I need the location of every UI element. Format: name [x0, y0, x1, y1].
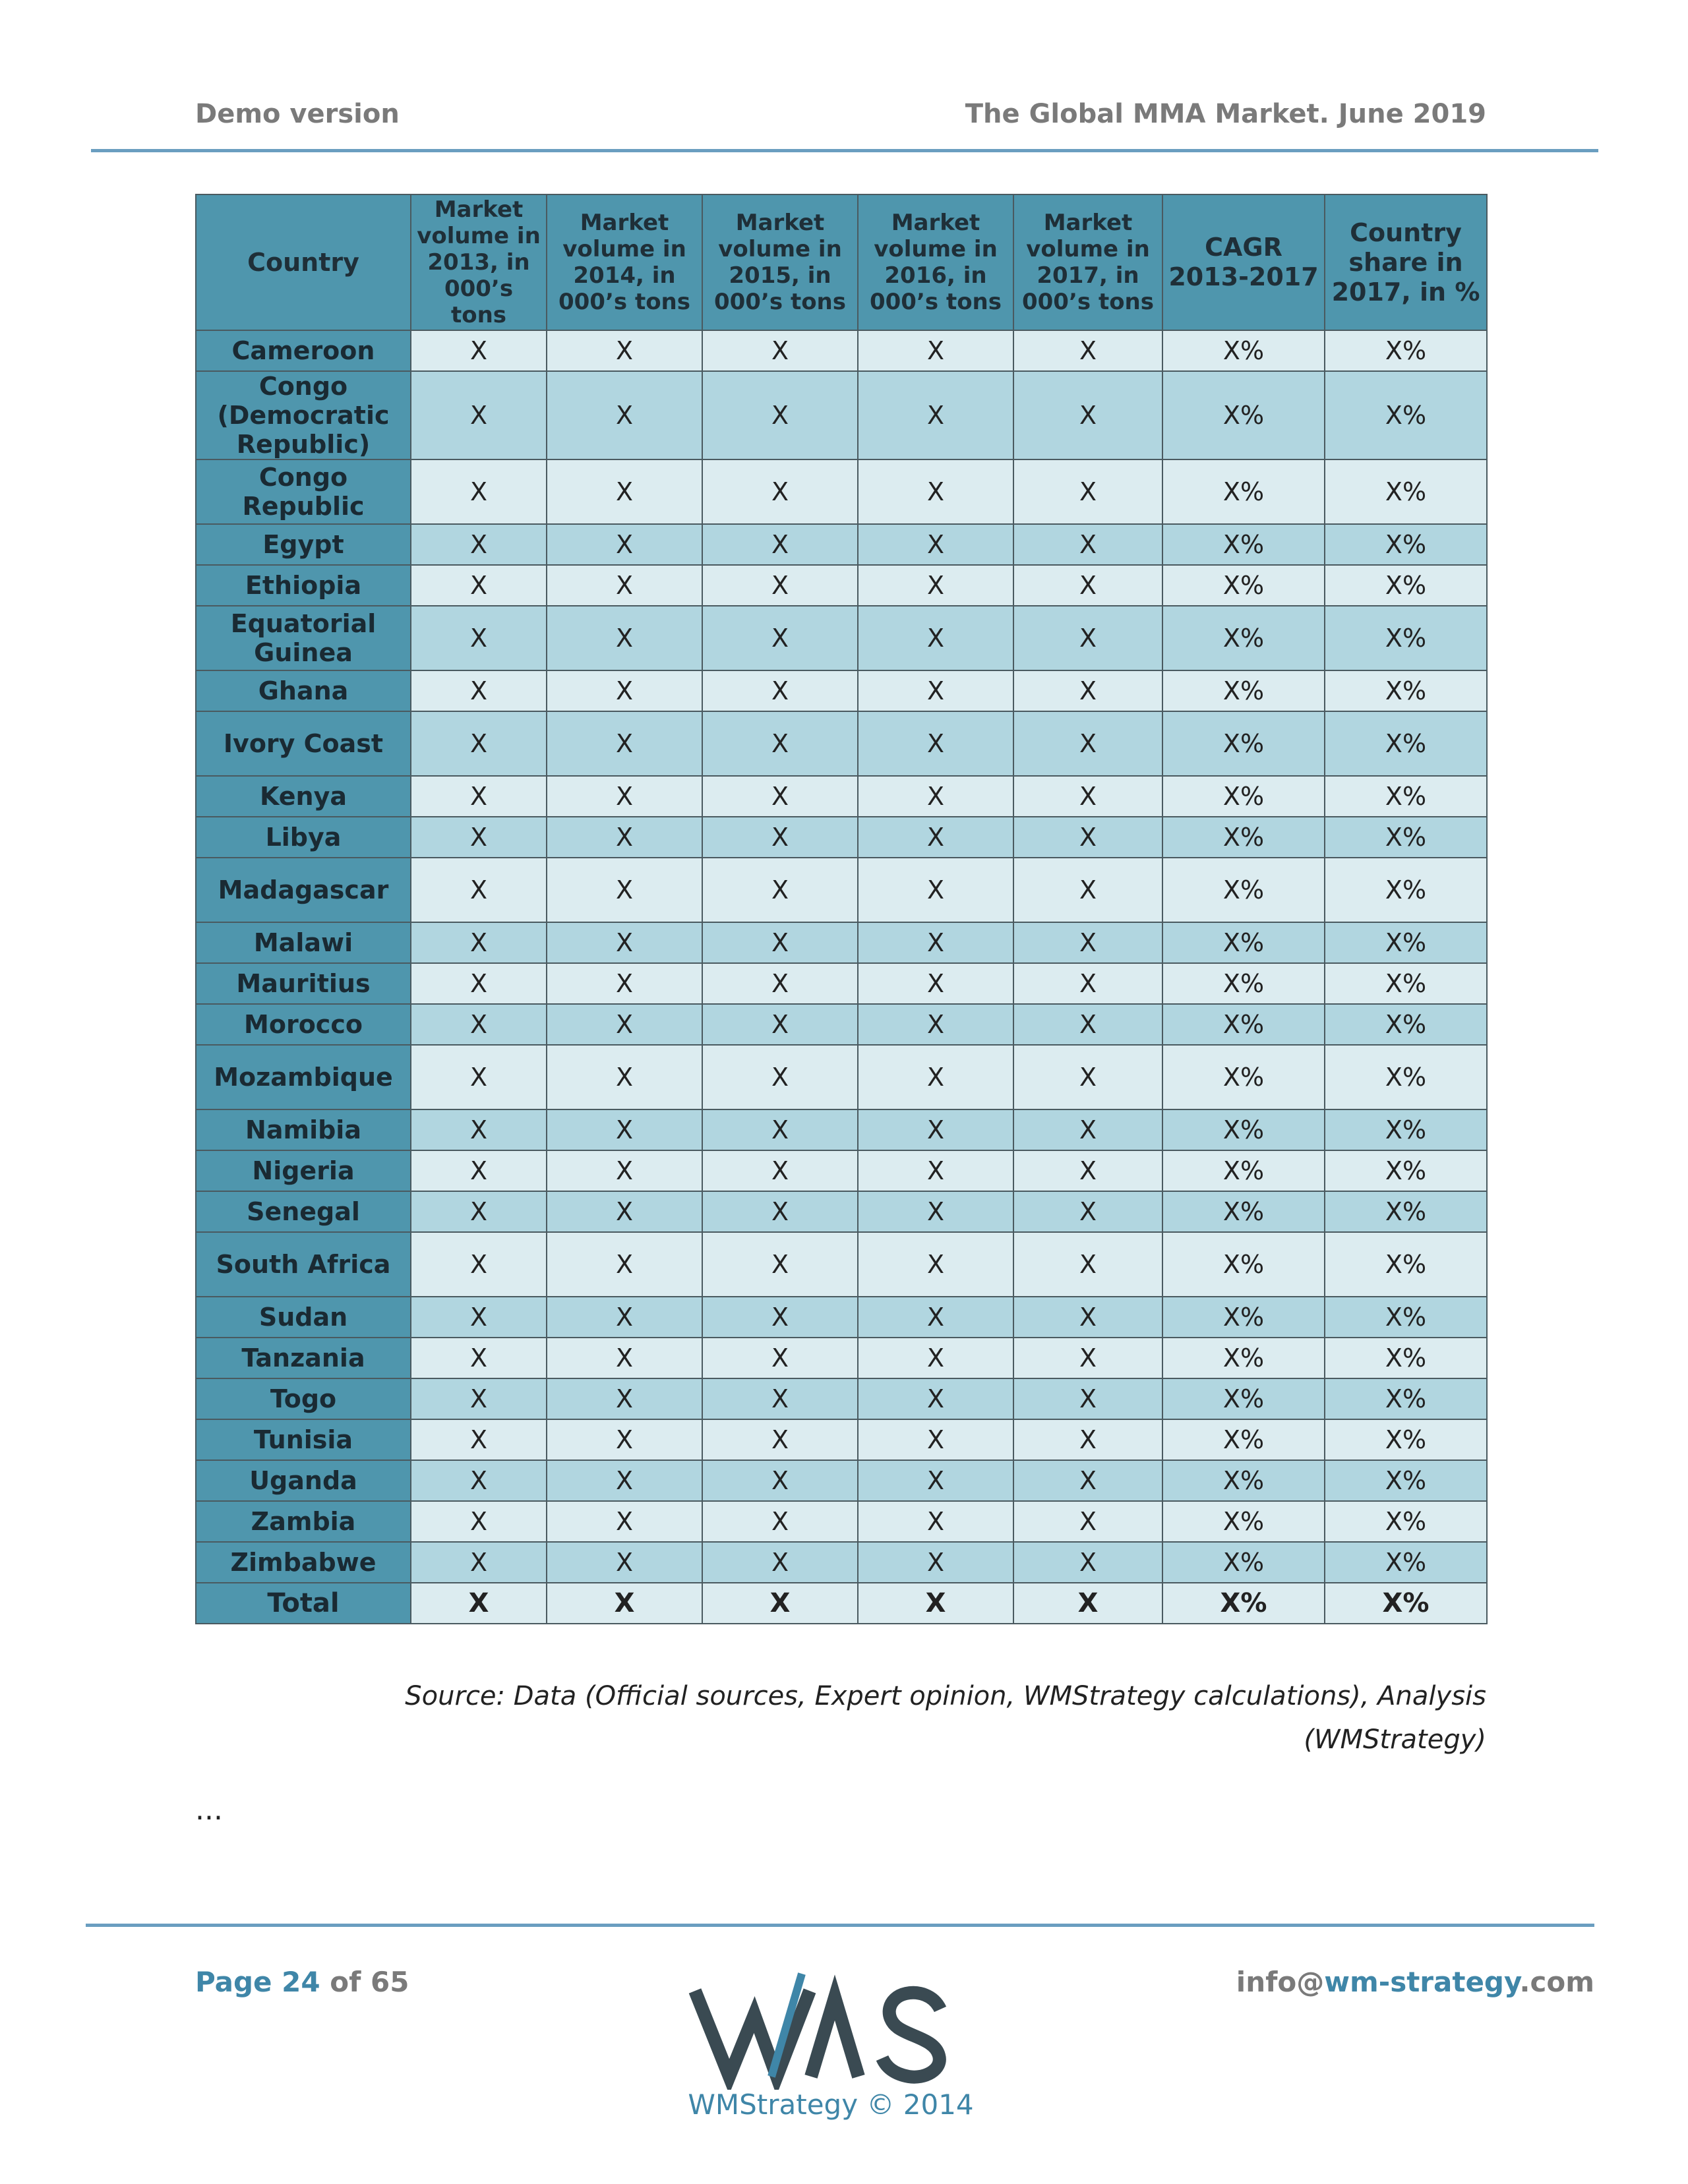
- value-cell: X: [1013, 330, 1162, 371]
- value-cell: X%: [1162, 1419, 1325, 1460]
- value-cell: X: [1013, 817, 1162, 858]
- value-cell: X%: [1162, 1501, 1325, 1542]
- total-value-cell: X: [702, 1583, 858, 1624]
- value-cell: X: [547, 1297, 702, 1338]
- total-value-cell: X: [858, 1583, 1013, 1624]
- value-cell: X%: [1162, 963, 1325, 1004]
- value-cell: X: [411, 1378, 547, 1419]
- value-cell: X: [411, 1004, 547, 1045]
- value-cell: X%: [1325, 963, 1487, 1004]
- value-cell: X: [702, 1191, 858, 1232]
- value-cell: X%: [1325, 524, 1487, 565]
- country-cell: Kenya: [196, 776, 411, 817]
- value-cell: X%: [1162, 1378, 1325, 1419]
- table-row: [196, 565, 1487, 606]
- value-cell: X: [702, 711, 858, 776]
- value-cell: X: [1013, 711, 1162, 776]
- value-cell: X: [411, 606, 547, 670]
- value-cell: X: [411, 1419, 547, 1460]
- value-cell: X: [702, 776, 858, 817]
- value-cell: X: [547, 606, 702, 670]
- col-header-country: Country: [196, 194, 411, 330]
- header-doc-title: The Global MMA Market. June 2019: [965, 99, 1486, 129]
- value-cell: X: [702, 858, 858, 922]
- value-cell: X%: [1162, 858, 1325, 922]
- value-cell: X%: [1325, 922, 1487, 963]
- total-value-cell: X: [547, 1583, 702, 1624]
- table-row: [196, 1004, 1487, 1045]
- value-cell: X: [858, 776, 1013, 817]
- value-cell: X: [411, 371, 547, 459]
- value-cell: X: [858, 565, 1013, 606]
- value-cell: X%: [1162, 1191, 1325, 1232]
- email-user: info@: [1236, 1966, 1325, 1998]
- value-cell: X%: [1325, 330, 1487, 371]
- value-cell: X%: [1162, 524, 1325, 565]
- value-cell: X: [547, 1378, 702, 1419]
- value-cell: X%: [1162, 371, 1325, 459]
- header-rule: [91, 149, 1598, 152]
- value-cell: X: [1013, 1501, 1162, 1542]
- table-row: [196, 1191, 1487, 1232]
- value-cell: X: [858, 371, 1013, 459]
- value-cell: X: [1013, 670, 1162, 711]
- value-cell: X: [858, 858, 1013, 922]
- value-cell: X: [702, 922, 858, 963]
- value-cell: X: [702, 670, 858, 711]
- country-cell: Sudan: [196, 1297, 411, 1338]
- value-cell: X: [1013, 1419, 1162, 1460]
- value-cell: X: [411, 1460, 547, 1501]
- value-cell: X: [411, 1045, 547, 1109]
- value-cell: X: [547, 776, 702, 817]
- country-cell: Ethiopia: [196, 565, 411, 606]
- value-cell: X: [702, 371, 858, 459]
- value-cell: X: [547, 1191, 702, 1232]
- value-cell: X%: [1325, 670, 1487, 711]
- value-cell: X: [702, 459, 858, 524]
- value-cell: X: [1013, 459, 1162, 524]
- country-cell: Zimbabwe: [196, 1542, 411, 1583]
- value-cell: X: [547, 1419, 702, 1460]
- country-cell: Morocco: [196, 1004, 411, 1045]
- table-row: [196, 1460, 1487, 1501]
- col-header-cagr: CAGR 2013-2017: [1162, 194, 1325, 330]
- col-header-volume-2016: Market volume in 2016, in 000’s tons: [858, 194, 1013, 330]
- value-cell: X: [858, 1191, 1013, 1232]
- value-cell: X: [1013, 1232, 1162, 1297]
- value-cell: X: [702, 1232, 858, 1297]
- value-cell: X: [1013, 1378, 1162, 1419]
- value-cell: X: [1013, 1191, 1162, 1232]
- value-cell: X: [411, 1542, 547, 1583]
- country-cell: Equatorial Guinea: [196, 606, 411, 670]
- value-cell: X: [702, 1004, 858, 1045]
- country-cell: Ghana: [196, 670, 411, 711]
- value-cell: X: [547, 1338, 702, 1378]
- value-cell: X: [411, 1338, 547, 1378]
- market-volume-table: [195, 194, 1488, 1624]
- value-cell: X: [702, 565, 858, 606]
- value-cell: X: [547, 922, 702, 963]
- value-cell: X: [858, 606, 1013, 670]
- value-cell: X%: [1162, 330, 1325, 371]
- table-row: [196, 776, 1487, 817]
- value-cell: X: [858, 524, 1013, 565]
- value-cell: X: [858, 1460, 1013, 1501]
- col-header-volume-2015: Market volume in 2015, in 000’s tons: [702, 194, 858, 330]
- value-cell: X: [1013, 1109, 1162, 1150]
- value-cell: X%: [1162, 459, 1325, 524]
- page-number: [195, 1966, 409, 1998]
- value-cell: X%: [1162, 817, 1325, 858]
- table-row: [196, 1338, 1487, 1378]
- value-cell: X%: [1162, 1460, 1325, 1501]
- value-cell: X%: [1162, 670, 1325, 711]
- value-cell: X: [547, 711, 702, 776]
- value-cell: X: [702, 1338, 858, 1378]
- table-row: [196, 1297, 1487, 1338]
- value-cell: X: [547, 330, 702, 371]
- table-row: [196, 459, 1487, 524]
- table-row: [196, 1045, 1487, 1109]
- value-cell: X: [547, 565, 702, 606]
- country-cell: Uganda: [196, 1460, 411, 1501]
- page-current: 24: [282, 1966, 320, 1998]
- value-cell: X: [858, 459, 1013, 524]
- value-cell: X%: [1162, 606, 1325, 670]
- table-row: [196, 1501, 1487, 1542]
- logo-caption: WMStrategy © 2014: [688, 2088, 974, 2121]
- value-cell: X: [702, 1542, 858, 1583]
- value-cell: X: [702, 963, 858, 1004]
- value-cell: X: [702, 1501, 858, 1542]
- total-value-cell: X: [1013, 1583, 1162, 1624]
- value-cell: X%: [1325, 1338, 1487, 1378]
- value-cell: X: [858, 1338, 1013, 1378]
- value-cell: X: [1013, 776, 1162, 817]
- source-caption: Source: Data (Official sources, Expert opinion, WMStrategy calculations), Analysis (WMStrategy): [405, 1681, 1486, 1755]
- value-cell: X: [411, 817, 547, 858]
- value-cell: X: [1013, 606, 1162, 670]
- value-cell: X: [411, 963, 547, 1004]
- header-doc-label: Demo version: [195, 99, 400, 129]
- value-cell: X: [858, 711, 1013, 776]
- country-cell: Egypt: [196, 524, 411, 565]
- wms-logo: [686, 1971, 950, 2090]
- value-cell: X%: [1162, 1150, 1325, 1191]
- value-cell: X: [547, 1045, 702, 1109]
- country-cell: Mauritius: [196, 963, 411, 1004]
- logo-m-mark: [811, 1997, 859, 2077]
- value-cell: X: [411, 1109, 547, 1150]
- total-value-cell: X%: [1325, 1583, 1487, 1624]
- table-row: [196, 1419, 1487, 1460]
- value-cell: X: [547, 524, 702, 565]
- value-cell: X%: [1325, 1501, 1487, 1542]
- table-body: [196, 330, 1487, 1624]
- country-cell: Ivory Coast: [196, 711, 411, 776]
- country-cell: Togo: [196, 1378, 411, 1419]
- value-cell: X: [547, 1004, 702, 1045]
- value-cell: X%: [1162, 1232, 1325, 1297]
- value-cell: X: [1013, 922, 1162, 963]
- value-cell: X: [858, 1297, 1013, 1338]
- value-cell: X: [702, 1378, 858, 1419]
- value-cell: X: [1013, 963, 1162, 1004]
- value-cell: X: [1013, 1150, 1162, 1191]
- table-row: [196, 330, 1487, 371]
- value-cell: X%: [1162, 922, 1325, 963]
- value-cell: X: [547, 1501, 702, 1542]
- value-cell: X%: [1325, 565, 1487, 606]
- value-cell: X: [1013, 1338, 1162, 1378]
- table-header-row: [196, 194, 1487, 330]
- value-cell: X%: [1325, 1460, 1487, 1501]
- country-cell: Congo Republic: [196, 459, 411, 524]
- table-row: [196, 524, 1487, 565]
- value-cell: X: [547, 1232, 702, 1297]
- value-cell: X%: [1325, 459, 1487, 524]
- value-cell: X%: [1162, 776, 1325, 817]
- value-cell: X: [411, 1297, 547, 1338]
- value-cell: X: [858, 330, 1013, 371]
- value-cell: X%: [1162, 1109, 1325, 1150]
- value-cell: X: [1013, 1542, 1162, 1583]
- table-row: [196, 817, 1487, 858]
- country-cell: South Africa: [196, 1232, 411, 1297]
- value-cell: X: [1013, 1460, 1162, 1501]
- table-row: [196, 1542, 1487, 1583]
- value-cell: X: [1013, 524, 1162, 565]
- total-label-cell: Total: [196, 1583, 411, 1624]
- country-cell: Tanzania: [196, 1338, 411, 1378]
- value-cell: X: [547, 1542, 702, 1583]
- value-cell: X%: [1162, 1338, 1325, 1378]
- value-cell: X%: [1325, 1004, 1487, 1045]
- value-cell: X: [411, 524, 547, 565]
- value-cell: X: [411, 1232, 547, 1297]
- value-cell: X%: [1325, 711, 1487, 776]
- value-cell: X: [858, 1150, 1013, 1191]
- value-cell: X: [411, 776, 547, 817]
- value-cell: X%: [1162, 565, 1325, 606]
- value-cell: X: [411, 565, 547, 606]
- table-row: [196, 1378, 1487, 1419]
- value-cell: X%: [1162, 711, 1325, 776]
- table-row: [196, 606, 1487, 670]
- value-cell: X%: [1325, 1297, 1487, 1338]
- value-cell: X: [411, 330, 547, 371]
- country-cell: Libya: [196, 817, 411, 858]
- value-cell: X: [858, 1378, 1013, 1419]
- total-value-cell: X%: [1162, 1583, 1325, 1624]
- value-cell: X%: [1325, 858, 1487, 922]
- value-cell: X: [547, 817, 702, 858]
- value-cell: X%: [1162, 1045, 1325, 1109]
- value-cell: X: [547, 963, 702, 1004]
- value-cell: X: [411, 670, 547, 711]
- value-cell: X: [858, 1045, 1013, 1109]
- table-row: [196, 922, 1487, 963]
- page-total: of 65: [320, 1966, 409, 1998]
- value-cell: X: [1013, 565, 1162, 606]
- value-cell: X%: [1325, 1419, 1487, 1460]
- value-cell: X: [411, 922, 547, 963]
- page-prefix: Page: [195, 1966, 282, 1998]
- value-cell: X: [702, 1460, 858, 1501]
- value-cell: X: [858, 1542, 1013, 1583]
- country-cell: Mozambique: [196, 1045, 411, 1109]
- value-cell: X: [411, 711, 547, 776]
- value-cell: X: [411, 1191, 547, 1232]
- table-row: [196, 1232, 1487, 1297]
- value-cell: X: [547, 858, 702, 922]
- value-cell: X: [858, 1419, 1013, 1460]
- value-cell: X: [858, 963, 1013, 1004]
- total-value-cell: X: [411, 1583, 547, 1624]
- value-cell: X: [702, 1297, 858, 1338]
- value-cell: X%: [1325, 1109, 1487, 1150]
- email-tld: .com: [1519, 1966, 1594, 1998]
- value-cell: X%: [1325, 1542, 1487, 1583]
- table-row: [196, 1150, 1487, 1191]
- logo-s-mark: [882, 1993, 940, 2077]
- col-header-volume-2017: Market volume in 2017, in 000’s tons: [1013, 194, 1162, 330]
- value-cell: X: [1013, 1004, 1162, 1045]
- value-cell: X: [858, 922, 1013, 963]
- col-header-volume-2013: Market volume in 2013, in 000’s tons: [411, 194, 547, 330]
- footer-rule: [86, 1924, 1594, 1927]
- table-row: [196, 858, 1487, 922]
- value-cell: X%: [1325, 1378, 1487, 1419]
- value-cell: X: [858, 1109, 1013, 1150]
- value-cell: X: [547, 1150, 702, 1191]
- col-header-country-share: Country share in 2017, in %: [1325, 194, 1487, 330]
- value-cell: X: [547, 459, 702, 524]
- value-cell: X: [702, 606, 858, 670]
- table-row: [196, 711, 1487, 776]
- value-cell: X: [547, 670, 702, 711]
- value-cell: X: [702, 1150, 858, 1191]
- value-cell: X%: [1325, 1232, 1487, 1297]
- table-row: [196, 371, 1487, 459]
- value-cell: X%: [1325, 1045, 1487, 1109]
- col-header-volume-2014: Market volume in 2014, in 000’s tons: [547, 194, 702, 330]
- table-row: [196, 963, 1487, 1004]
- country-cell: Nigeria: [196, 1150, 411, 1191]
- country-cell: Cameroon: [196, 330, 411, 371]
- total-row: [196, 1583, 1487, 1624]
- value-cell: X: [411, 1150, 547, 1191]
- country-cell: Madagascar: [196, 858, 411, 922]
- value-cell: X: [1013, 858, 1162, 922]
- continuation-ellipsis: ...: [195, 1793, 223, 1827]
- country-cell: Senegal: [196, 1191, 411, 1232]
- value-cell: X%: [1325, 1150, 1487, 1191]
- value-cell: X: [547, 1109, 702, 1150]
- value-cell: X: [858, 1232, 1013, 1297]
- value-cell: X%: [1325, 606, 1487, 670]
- value-cell: X: [547, 371, 702, 459]
- value-cell: X: [702, 1109, 858, 1150]
- value-cell: X: [1013, 371, 1162, 459]
- value-cell: X%: [1325, 1191, 1487, 1232]
- value-cell: X: [1013, 1045, 1162, 1109]
- value-cell: X%: [1162, 1004, 1325, 1045]
- value-cell: X%: [1162, 1297, 1325, 1338]
- value-cell: X: [411, 1501, 547, 1542]
- table-row: [196, 670, 1487, 711]
- country-cell: Malawi: [196, 922, 411, 963]
- country-cell: Namibia: [196, 1109, 411, 1150]
- value-cell: X%: [1325, 817, 1487, 858]
- country-cell: Tunisia: [196, 1419, 411, 1460]
- value-cell: X: [858, 670, 1013, 711]
- table-row: [196, 1109, 1487, 1150]
- value-cell: X: [547, 1460, 702, 1501]
- value-cell: X: [858, 1501, 1013, 1542]
- value-cell: X%: [1325, 371, 1487, 459]
- value-cell: X: [411, 459, 547, 524]
- value-cell: X: [858, 1004, 1013, 1045]
- value-cell: X: [702, 524, 858, 565]
- country-cell: Zambia: [196, 1501, 411, 1542]
- value-cell: X: [702, 1419, 858, 1460]
- country-cell: Congo (Democratic Republic): [196, 371, 411, 459]
- value-cell: X: [1013, 1297, 1162, 1338]
- value-cell: X%: [1325, 776, 1487, 817]
- value-cell: X: [702, 817, 858, 858]
- value-cell: X: [702, 330, 858, 371]
- email-domain: wm-strategy: [1324, 1966, 1520, 1998]
- value-cell: X: [411, 858, 547, 922]
- value-cell: X%: [1162, 1542, 1325, 1583]
- contact-email[interactable]: [1236, 1966, 1594, 1998]
- value-cell: X: [702, 1045, 858, 1109]
- value-cell: X: [858, 817, 1013, 858]
